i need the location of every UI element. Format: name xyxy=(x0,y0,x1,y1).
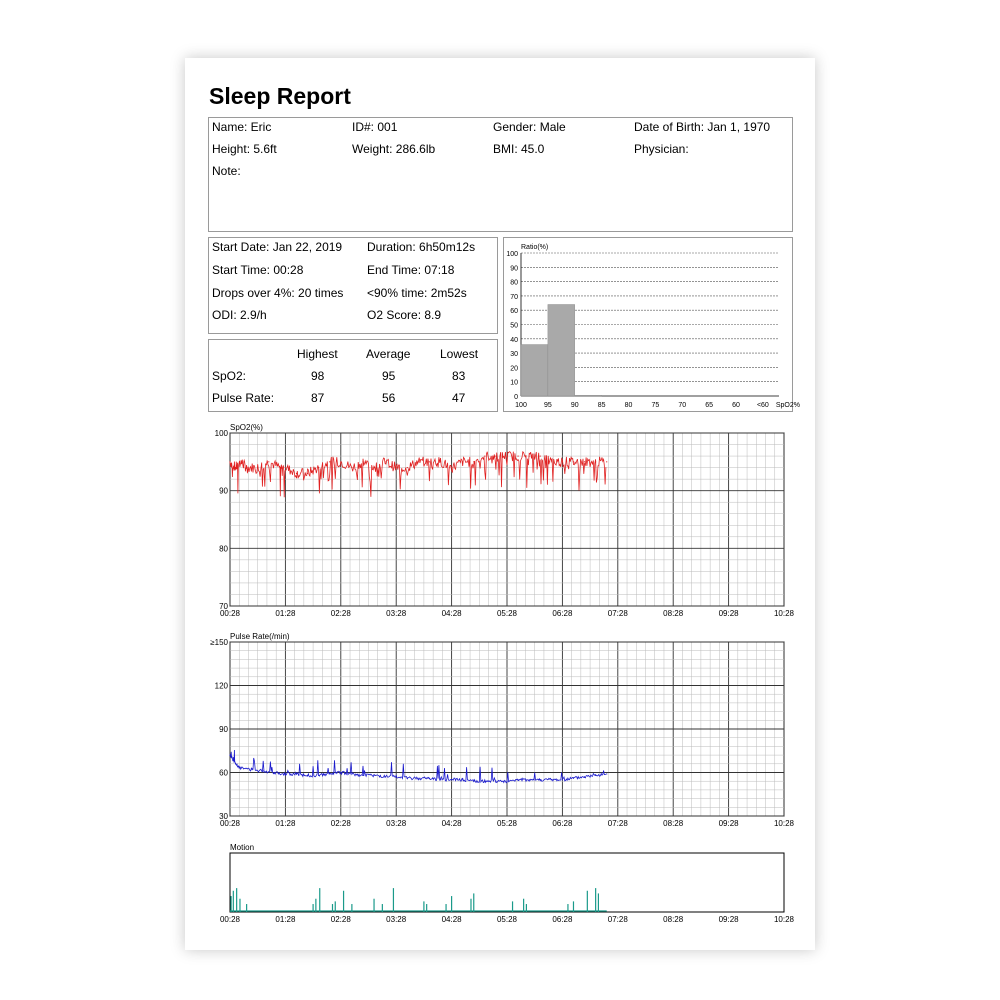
below-90-time: <90% time: 2m52s xyxy=(367,286,467,300)
chart-x-tick: 06:28 xyxy=(552,609,573,618)
histogram-title: Ratio(%) xyxy=(521,244,549,251)
chart-y-tick: 120 xyxy=(214,681,228,691)
chart-x-tick: 06:28 xyxy=(552,915,573,924)
chart-x-tick: 02:28 xyxy=(330,819,351,828)
chart-x-tick: 07:28 xyxy=(607,819,628,828)
report-title: Sleep Report xyxy=(209,83,351,109)
chart-x-tick: 01:28 xyxy=(275,915,296,924)
histogram-x-label: SpO2% xyxy=(775,402,800,409)
chart-x-tick: 07:28 xyxy=(607,609,628,618)
chart-x-tick: 02:28 xyxy=(330,609,351,618)
chart-y-tick: 90 xyxy=(219,725,228,734)
start-date: Start Date: Jan 22, 2019 xyxy=(212,240,343,254)
chart-x-tick: 03:28 xyxy=(386,609,407,618)
chart-x-tick: 01:28 xyxy=(275,819,296,828)
chart-x-tick: 04:28 xyxy=(441,915,462,924)
histogram-x-tick: 95 xyxy=(543,402,552,409)
chart-x-tick: 10:28 xyxy=(773,819,795,828)
chart-x-tick: 08:28 xyxy=(663,609,684,618)
histogram-y-tick: 20 xyxy=(510,365,518,373)
stats-header-average: Average xyxy=(366,347,411,361)
histogram-y-tick: 100 xyxy=(506,251,518,258)
patient-dob: Date of Birth: Jan 1, 1970 xyxy=(634,120,771,134)
histogram-x-tick: 85 xyxy=(597,402,606,409)
chart-x-tick: 04:28 xyxy=(441,819,462,828)
patient-height: Height: 5.6ft xyxy=(212,142,277,156)
stats-row-label: SpO2: xyxy=(212,369,247,383)
chart-x-tick: 03:28 xyxy=(386,915,407,924)
histogram-y-tick: 90 xyxy=(510,265,518,273)
chart-x-tick: 00:28 xyxy=(219,609,241,618)
histogram-y-tick: 10 xyxy=(510,379,518,387)
duration: Duration: 6h50m12s xyxy=(367,240,476,254)
histogram-y-tick: 60 xyxy=(510,308,518,316)
chart-x-tick: 10:28 xyxy=(773,609,795,618)
chart-y-tick: 60 xyxy=(219,768,228,778)
stats-cell: 56 xyxy=(382,391,396,405)
chart-y-tick: 70 xyxy=(219,602,228,611)
chart-x-tick: 09:28 xyxy=(718,609,739,618)
chart-x-tick: 01:28 xyxy=(275,609,296,618)
stats-header-lowest: Lowest xyxy=(440,347,479,361)
patient-weight: Weight: 286.6lb xyxy=(352,142,436,156)
histogram-y-tick: 80 xyxy=(510,279,518,287)
stats-cell: 95 xyxy=(382,369,396,383)
histogram-y-tick: 50 xyxy=(510,322,518,330)
chart-title: SpO2(%) xyxy=(230,423,263,432)
histogram-x-tick: 90 xyxy=(570,402,579,409)
histogram-x-tick: 60 xyxy=(732,402,740,409)
histogram-y-tick: 30 xyxy=(510,351,518,359)
chart-x-tick: 03:28 xyxy=(386,819,407,828)
histogram-y-tick: 40 xyxy=(510,336,518,344)
histogram-x-tick: 100 xyxy=(515,402,527,409)
chart-x-tick: 05:28 xyxy=(496,819,518,828)
stats-cell: 83 xyxy=(452,369,466,383)
chart-x-tick: 06:28 xyxy=(552,819,573,828)
chart-y-tick: 100 xyxy=(214,429,228,438)
histogram-y-tick: 70 xyxy=(510,293,518,301)
stats-cell: 87 xyxy=(311,391,325,405)
drops-over-4: Drops over 4%: 20 times xyxy=(212,286,344,300)
stats-cell: 98 xyxy=(311,369,325,383)
chart-y-tick: ≥150 xyxy=(210,638,228,647)
chart-x-tick: 10:28 xyxy=(773,915,795,924)
chart-x-tick: 09:28 xyxy=(718,915,739,924)
patient-gender: Gender: Male xyxy=(493,120,566,134)
stats-cell: 47 xyxy=(452,391,466,405)
chart-y-tick: 80 xyxy=(219,544,228,554)
chart-x-tick: 00:28 xyxy=(219,915,241,924)
patient-id: ID#: 001 xyxy=(352,120,398,134)
patient-name: Name: Eric xyxy=(212,120,272,134)
chart-x-tick: 04:28 xyxy=(441,609,462,618)
chart-x-tick: 00:28 xyxy=(219,819,241,828)
chart-x-tick: 08:28 xyxy=(663,819,684,828)
histogram-y-tick: 0 xyxy=(514,394,518,401)
patient-bmi: BMI: 45.0 xyxy=(493,142,545,156)
stats-header-highest: Highest xyxy=(297,347,338,361)
chart-title: Pulse Rate(/min) xyxy=(230,632,290,641)
odi: ODI: 2.9/h xyxy=(212,308,267,322)
o2-score: O2 Score: 8.9 xyxy=(367,308,442,322)
patient-info-box xyxy=(208,117,793,232)
end-time: End Time: 07:18 xyxy=(367,263,455,277)
histogram-x-tick: 75 xyxy=(651,402,660,409)
patient-note: Note: xyxy=(212,164,241,178)
chart-x-tick: 07:28 xyxy=(607,915,628,924)
chart-x-tick: 02:28 xyxy=(330,915,351,924)
histogram-x-tick: 80 xyxy=(624,402,633,409)
chart-y-tick: 90 xyxy=(219,486,228,496)
chart-x-tick: 08:28 xyxy=(663,915,684,924)
chart-title: Motion xyxy=(230,843,255,852)
chart-x-tick: 05:28 xyxy=(496,915,518,924)
histogram-box xyxy=(503,237,793,412)
stats-row-label: Pulse Rate: xyxy=(212,391,275,405)
chart-x-tick: 09:28 xyxy=(718,819,739,828)
histogram-x-tick: 65 xyxy=(705,402,714,409)
chart-x-tick: 05:28 xyxy=(496,609,518,618)
histogram-x-tick: 70 xyxy=(678,402,687,409)
histogram-x-tick: <60 xyxy=(756,402,769,409)
start-time: Start Time: 00:28 xyxy=(212,263,304,277)
patient-physician: Physician: xyxy=(634,142,689,156)
chart-y-tick: 30 xyxy=(219,812,228,821)
